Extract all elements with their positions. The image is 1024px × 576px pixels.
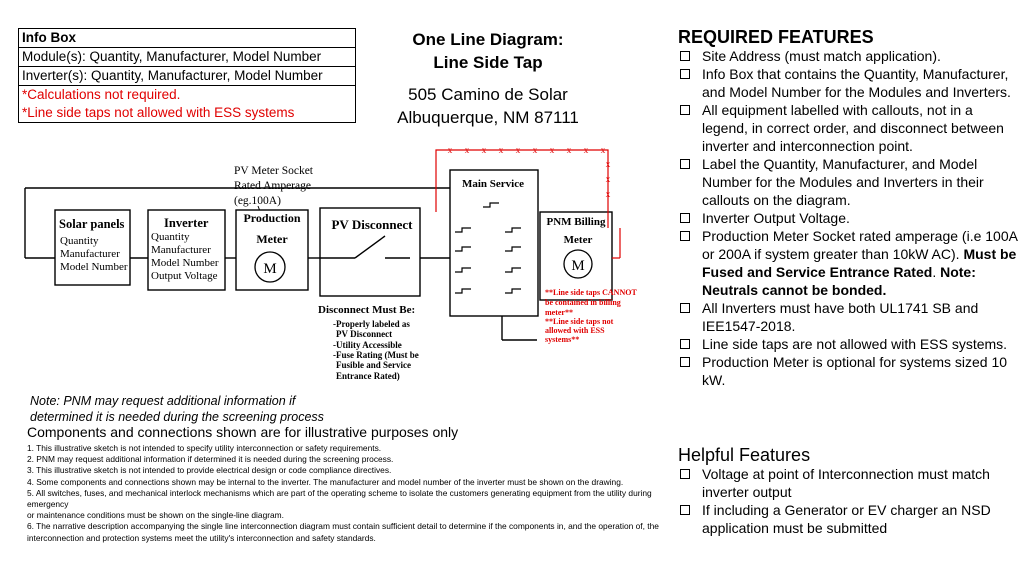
feature-text: Production Meter is optional for systems sized 10 kW. [702, 354, 1008, 388]
disconnect-req-1: -Properly labeled as [333, 319, 410, 329]
svg-text:x: x [532, 145, 538, 155]
breakers [455, 203, 521, 293]
meter-socket-label-3: (eg.100A) [234, 195, 281, 207]
pnm-billing-symbol: M [571, 258, 585, 274]
disclaimer-notes [27, 443, 667, 544]
feature-item [678, 335, 1020, 353]
required-features-heading: REQUIRED FEATURES [678, 27, 874, 47]
checkbox-icon [680, 51, 690, 61]
feature-item [678, 227, 1020, 299]
feature-item [678, 65, 1020, 101]
checkbox-icon [680, 339, 690, 349]
checkbox-icon [680, 105, 690, 115]
note-item: interconnection and protection systems meet the utility's interconnection and safety standards. [27, 532, 376, 543]
inverter-quantity: Quantity [151, 231, 190, 243]
feature-text-bold: Note: Neutrals cannot be bonded. [702, 264, 976, 298]
line-tap-note-3: meter** [545, 308, 573, 317]
info-box-modules: Module(s): Quantity, Manufacturer, Model Number [19, 47, 355, 66]
disconnect-must-be-title: Disconnect Must Be: [318, 304, 416, 316]
svg-text:x: x [549, 145, 555, 155]
svg-text:x: x [498, 145, 504, 155]
info-box-heading: Info Box [22, 30, 76, 45]
feature-text: Site Address (must match application). [702, 48, 941, 64]
feature-text: All Inverters must have both UL1741 SB and IEE1547-2018. [702, 300, 979, 334]
production-meter-title: Production [243, 211, 301, 225]
svg-text:x: x [605, 174, 611, 184]
solar-panels-model: Model Number [60, 261, 128, 273]
feature-text: All equipment labelled with callouts, not in a legend, in correct order, and disconnect between inverter and interconnection point. [702, 102, 1004, 154]
svg-text:x: x [464, 145, 470, 155]
helpful-text: If including a Generator or EV charger an NSD application must be submitted [702, 502, 991, 536]
production-meter-subtitle: Meter [256, 232, 288, 246]
pnm-billing-subtitle: Meter [563, 234, 593, 246]
feature-text: Label the Quantity, Manufacturer, and Model Number for the Modules and Inverters in their callouts on the diagram. [702, 156, 984, 208]
checkbox-icon [680, 303, 690, 313]
svg-text:x: x [605, 189, 611, 199]
note-item: 1. This illustrative sketch is not intended to specify utility interconnection or safety requirements. [27, 443, 382, 453]
feature-item [678, 101, 1020, 155]
diagram-title-line2: Line Side Tap [433, 53, 543, 72]
svg-text:x: x [605, 159, 611, 169]
helpful-item [678, 501, 1020, 537]
note-item: 2. PNM may request additional information if determined it is needed during the screening process. [27, 454, 394, 465]
feature-item [678, 47, 1020, 65]
pnm-note-line1: Note: PNM may request additional information if [30, 394, 296, 408]
svg-text:x: x [566, 145, 572, 155]
line-tap-note-1: **Line side taps CANNOT [545, 288, 637, 297]
helpful-item [678, 465, 1020, 501]
info-box-ess-note: *Line side taps not allowed with ESS systems [22, 105, 295, 120]
main-service-title: Main Service [461, 178, 525, 190]
helpful-text: Voltage at point of Interconnection must match inverter output [702, 466, 990, 500]
disconnect-requirements [333, 319, 419, 381]
disconnect-req-6: Entrance Rated) [336, 371, 400, 381]
helpful-features-heading: Helpful Features [678, 445, 811, 465]
feature-item [678, 155, 1020, 209]
disconnect-req-2: PV Disconnect [336, 329, 393, 339]
one-line-diagram [0, 0, 670, 390]
components-heading: Components and connections shown are for illustrative purposes only [27, 424, 459, 440]
line-tap-note-5: allowed with ESS [545, 326, 605, 335]
feature-text-dot: . [932, 264, 937, 280]
tap-x-marks [448, 145, 611, 199]
note-item: 3. This illustrative sketch is not intended to provide electrical design or code compliance directives. [27, 465, 392, 476]
disconnect-req-4: -Fuse Rating (Must be [333, 350, 419, 360]
feature-text: Production Meter Socket rated amperage (i.e 100A or 200A if system greater than 10kW AC). [702, 228, 1018, 262]
checkbox-icon [680, 69, 690, 79]
svg-text:x: x [447, 145, 453, 155]
main-service-panel [450, 170, 538, 316]
required-features [678, 28, 1020, 389]
solar-panels-manufacturer: Manufacturer [60, 248, 120, 260]
site-address-line1: 505 Camino de Solar [408, 85, 568, 104]
disconnect-req-5: Fusible and Service [336, 360, 412, 370]
line-tap-note [545, 288, 637, 344]
inverter-title: Inverter [164, 216, 209, 230]
svg-text:x: x [515, 145, 521, 155]
checkbox-icon [680, 231, 690, 241]
pnm-note [30, 393, 324, 425]
inverter-model: Model Number [151, 257, 219, 269]
line-tap-note-6: systems** [545, 335, 580, 344]
site-address-line2: Albuquerque, NM 87111 [397, 108, 579, 127]
checkbox-icon [680, 213, 690, 223]
solar-panels-title: Solar panels [59, 217, 125, 231]
feature-text: Info Box that contains the Quantity, Manufacturer, and Model Number for the Modules and Inverters. [702, 66, 1011, 100]
svg-text:x: x [600, 145, 606, 155]
feature-item [678, 209, 1020, 227]
note-item: 5. All switches, fuses, and mechanical interlock mechanisms which are part of the operating scheme to isolate the customers generating equipment from the utility during emergency [27, 487, 652, 510]
info-box-calc-note: *Calculations not required. [19, 85, 355, 104]
pnm-billing-title: PNM Billing [546, 216, 606, 228]
feature-text: Line side taps are not allowed with ESS systems. [702, 336, 1008, 352]
meter-socket-label-2: Rated Amperage [234, 180, 311, 192]
inverter-output-voltage: Output Voltage [151, 270, 218, 282]
feature-item [678, 299, 1020, 335]
pnm-note-line2: determined it is needed during the screening process [30, 410, 324, 424]
checkbox-icon [680, 357, 690, 367]
note-item: 4. Some components and connections shown may be internal to the inverter. The manufacturer and model number of the inverter must be shown on the drawing. [27, 476, 624, 487]
feature-text: Inverter Output Voltage. [702, 210, 850, 226]
svg-text:x: x [583, 145, 589, 155]
feature-text-bold: Must be Fused and Service Entrance Rated [702, 246, 1017, 280]
checkbox-icon [680, 505, 690, 515]
solar-panels-quantity: Quantity [60, 235, 99, 247]
line-tap-note-4: **Line side taps not [545, 317, 614, 326]
production-meter-symbol: M [263, 261, 277, 277]
pv-disconnect-title: PV Disconnect [331, 217, 413, 232]
svg-text:x: x [481, 145, 487, 155]
checkbox-icon [680, 469, 690, 479]
note-item: 6. The narrative description accompanying the single line interconnection diagram must contain sufficient detail to determine if the components in, and the operation of, the [27, 521, 659, 532]
inverter-manufacturer: Manufacturer [151, 244, 211, 256]
note-item: or maintenance conditions must be shown on the single-line diagram. [27, 510, 284, 521]
diagram-title-line1: One Line Diagram: [412, 30, 564, 49]
info-box-inverters: Inverter(s): Quantity, Manufacturer, Model Number [19, 66, 355, 85]
disconnect-req-3: -Utility Accessible [333, 340, 402, 350]
feature-item [678, 353, 1020, 389]
helpful-features [678, 446, 1020, 537]
line-tap-note-2: be contained in billing [545, 298, 621, 307]
meter-socket-label-1: PV Meter Socket [234, 165, 314, 177]
checkbox-icon [680, 159, 690, 169]
